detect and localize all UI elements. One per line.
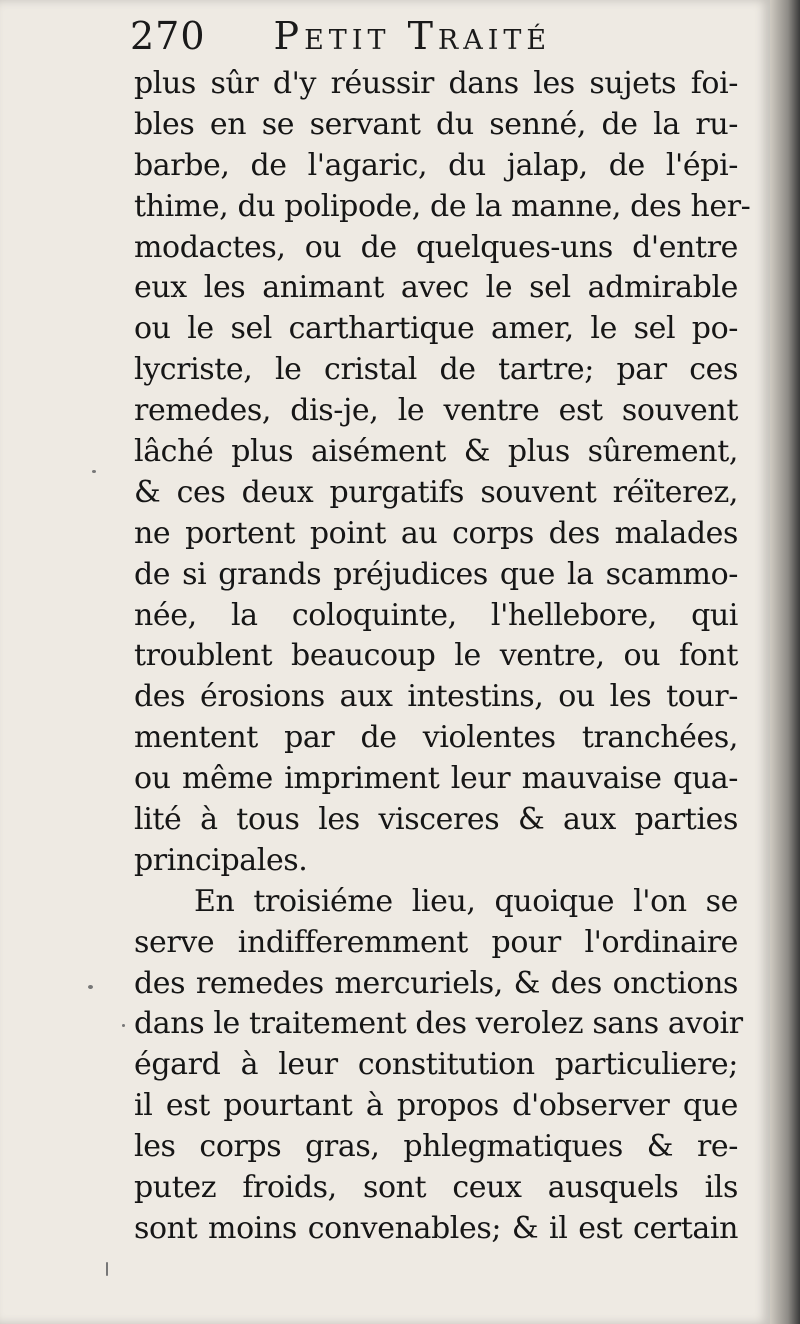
text-line: lâché plus aisément & plus sûrement,	[134, 434, 738, 470]
text-line: les corps gras, phlegmatiques & re-	[134, 1129, 738, 1165]
running-title: Petit Traité	[273, 14, 552, 58]
page-number: 270	[130, 14, 206, 58]
text-line: il est pourtant à propos d'observer que	[134, 1088, 738, 1124]
text-line: égard à leur constitution particuliere;	[134, 1047, 738, 1083]
text-line: dans le traitement des verolez sans avoir	[134, 1006, 743, 1042]
text-line: des remedes mercuriels, & des onctions	[134, 965, 738, 1001]
paper-speck	[92, 470, 96, 473]
body-text	[134, 64, 751, 1250]
paper-speck	[88, 985, 93, 989]
paper-speck	[122, 1024, 125, 1027]
text-line: modactes, ou de quelques-uns d'entre	[134, 229, 738, 265]
text-line: ou même impriment leur mauvaise qua-	[134, 761, 738, 797]
text-line: remedes, dis-je, le ventre est souvent	[134, 393, 738, 429]
text-line: putez froids, sont ceux ausquels ils	[134, 1170, 738, 1206]
text-line: mentent par de violentes tranchées,	[134, 720, 738, 756]
paper-speck	[106, 1262, 108, 1276]
text-line: bles en se servant du senné, de la ru-	[134, 106, 738, 142]
text-line: troublent beaucoup le ventre, ou font	[134, 638, 738, 674]
text-line: thime, du polipode, de la manne, des her-	[134, 188, 751, 224]
page-gutter-shadow	[770, 0, 800, 1324]
text-line: de si grands préjudices que la scammo-	[134, 556, 738, 592]
text-line: lité à tous les visceres & aux parties	[134, 802, 738, 838]
text-line: & ces deux purgatifs souvent réïterez,	[134, 474, 738, 510]
text-line: eux les animant avec le sel admirable	[134, 270, 738, 306]
text-line: barbe, de l'agaric, du jalap, de l'épi-	[134, 147, 738, 183]
text-line: ou le sel carthartique amer, le sel po-	[134, 311, 738, 347]
text-line: ne portent point au corps des malades	[134, 515, 738, 551]
text-line: plus sûr d'y réussir dans les sujets foi-	[134, 66, 738, 101]
text-line: serve indifferemment pour l'ordinaire	[134, 924, 738, 960]
page-header	[130, 14, 630, 66]
text-line: des érosions aux intestins, ou les tour-	[134, 679, 738, 715]
text-line: née, la coloquinte, l'hellebore, qui	[134, 597, 738, 633]
text-line: principales.	[134, 842, 308, 878]
paragraph-start-line: En troisiéme lieu, quoique l'on se	[194, 883, 738, 919]
text-line: sont moins convenables; & il est certain	[134, 1210, 738, 1246]
text-line: lycriste, le cristal de tartre; par ces	[134, 352, 738, 388]
